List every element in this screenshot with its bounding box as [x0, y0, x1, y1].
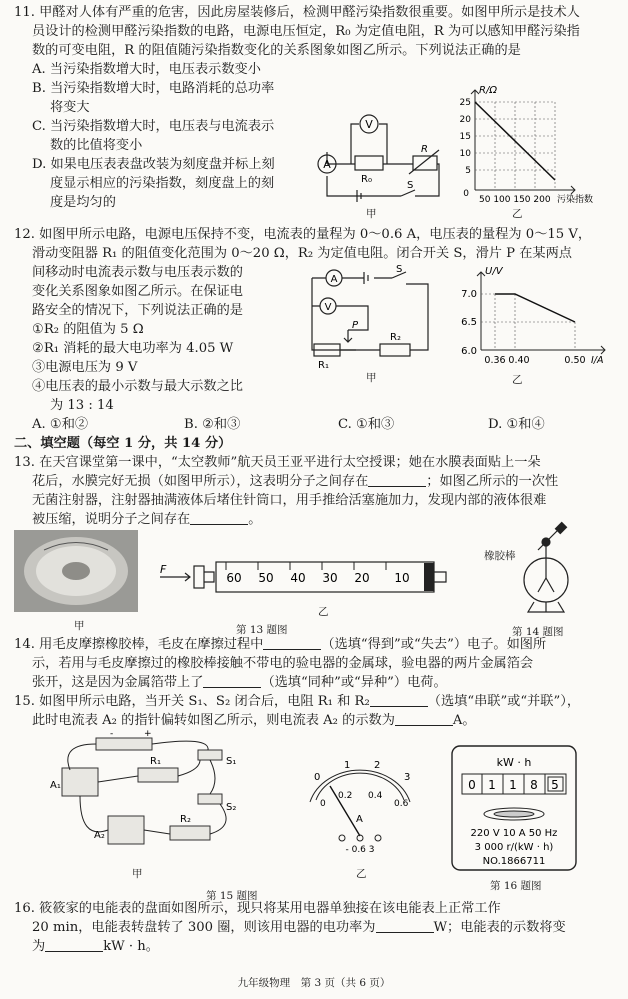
q13-line-2: [32, 473, 558, 490]
q11-switch-label: S: [407, 180, 414, 191]
q11-resistance-graph: [455, 84, 594, 209]
q13-text: 。: [248, 512, 262, 527]
q15-battery-minus-icon: -: [110, 729, 114, 739]
q11-ytick: 25: [459, 98, 471, 108]
dial-top-tick: 0: [314, 772, 321, 783]
q11-xlabel: 污染指数: [557, 195, 594, 205]
dial-top-tick: 3: [404, 772, 411, 783]
q15-line-2: [32, 712, 476, 729]
dial-top-tick: 2: [374, 760, 381, 771]
q16-line-1: 16. 筱筱家的电能表的盘面如图所示，现只将某用电器单独接在该电能表上正常工作: [14, 901, 501, 916]
q16-text: 为: [32, 939, 46, 954]
dial-bottom-tick: 0.2: [338, 791, 353, 801]
q16-figure-title: 第 16 题图: [490, 880, 542, 892]
q13-text: ；如图乙所示的一次性: [426, 474, 559, 489]
q13-blank-1[interactable]: [368, 473, 426, 487]
q11-circuit-diagram: [315, 106, 445, 206]
q11-ammeter-label: A: [323, 158, 331, 171]
q11-option-c-cont: 数的比值将变小: [50, 138, 143, 153]
meter-serial-no: NO.1866711: [482, 856, 546, 867]
q15-text: A。: [452, 713, 476, 728]
q14-rod-label: 橡胶棒: [484, 550, 516, 562]
q16-text: kW · h。: [103, 939, 159, 954]
q12-r2-label: R₂: [390, 332, 401, 343]
meter-unit: kW · h: [496, 756, 532, 769]
q12-ytick: 6.5: [461, 317, 477, 328]
q12-xtick: 0.40: [508, 355, 530, 366]
q12-slider-label: P: [352, 320, 359, 331]
q15-fig-yi-caption: 乙: [356, 868, 367, 880]
q14-text: （选填“得到”或“失去”）电子。如图所: [321, 637, 547, 652]
section-heading: 二、填空题（每空 1 分，共 14 分）: [14, 436, 232, 451]
q11-option-c: C. 当污染指数增大时，电压表与电流表示: [32, 119, 275, 134]
q15-circuit-diagram: [40, 730, 260, 860]
q15-s2-label: S₂: [226, 802, 237, 813]
q15-r1-label: R₁: [150, 756, 161, 767]
q16-line-3: [32, 938, 159, 955]
q16-electricity-meter: [448, 744, 588, 874]
q13-blank-2[interactable]: [190, 511, 248, 525]
syringe-tick: 50: [258, 571, 274, 585]
syringe-tick: 60: [226, 571, 242, 585]
q15-a1-label: A₁: [50, 780, 61, 791]
q14-line-2: 示，若用与毛皮摩擦过的橡胶棒接触不带电的验电器的金属球，验电器的两片金属箔会: [32, 656, 534, 671]
meter-digit: 0: [468, 778, 476, 792]
q11-line-2: 员设计的检测甲醛污染指数的电路，电源电压恒定，R₀ 为定值电阻，R 为可以感知甲醛污染指: [32, 24, 580, 39]
q15-figure-title: 第 15 题图: [206, 890, 258, 902]
meter-rating: 220 V 10 A 50 Hz: [470, 828, 558, 839]
q14-line-3: [32, 674, 447, 691]
syringe-tick: 30: [322, 571, 338, 585]
q14-text: 张开，这是因为金属箔带上了: [32, 675, 204, 690]
q11-r-label: R: [421, 144, 428, 155]
q11-r0-label: R₀: [361, 174, 372, 185]
q12-fig-yi-caption: 乙: [512, 374, 523, 386]
q12-line-4: 变化关系图象如图乙所示。在保证电: [32, 284, 243, 299]
q13-text: 被压缩，说明分子之间存在: [32, 512, 191, 527]
q11-ytick: 0: [463, 189, 469, 199]
q14-figure-title: 第 14 题图: [512, 626, 564, 638]
q12-ytick: 6.0: [461, 346, 477, 357]
q12-statement-4: ④电压表的最小示数与最大示数之比: [32, 379, 243, 394]
q16-text: 20 min，电能表转盘转了 300 圈，则该用电器的电功率为: [32, 920, 376, 935]
q11-option-d-cont: 度显示相应的污染指数，刻度盘上的刻: [50, 176, 275, 191]
q12-circuit-diagram: [298, 264, 438, 371]
q12-line-3: 间移动时电流表示数与电压表示数的: [32, 265, 243, 280]
q15-blank-1[interactable]: [370, 693, 428, 707]
q12-statement-1: ①R₂ 的阻值为 5 Ω: [32, 322, 144, 337]
q11-ytick: 20: [459, 115, 471, 125]
q13-fig-jia-caption: 甲: [74, 620, 85, 632]
q13-figure-title: 第 13 题图: [236, 624, 288, 636]
meter-digit: 1: [488, 778, 496, 792]
q12-choice-b: B. ②和③: [184, 417, 241, 432]
q15-s1-label: S₁: [226, 756, 237, 767]
q12-choice-a: A. ①和②: [32, 417, 89, 432]
q14-blank-2[interactable]: [203, 674, 261, 688]
q11-option-b-cont: 将变大: [50, 100, 90, 115]
q14-line-1: [14, 636, 546, 653]
q11-line-3: 数的可变电阻，R 的阻值随污染指数变化的关系图象如图乙所示。下列说法正确的是: [32, 43, 521, 58]
dial-bottom-tick: 0: [320, 799, 326, 809]
q11-ytick: 5: [465, 166, 471, 176]
page-footer: 九年级物理 第 3 页（共 6 页）: [237, 977, 391, 989]
q13-line-3: 无菌注射器，注射器抽满液体后堵住针筒口，用手推给活塞施加力，发现内部的液体很难: [32, 493, 547, 508]
q11-ytick: 15: [459, 132, 471, 142]
q11-fig-jia-caption: 甲: [366, 208, 377, 220]
q12-statement-3: ③电源电压为 9 V: [32, 360, 138, 375]
q12-statement-4-cont: 为 13 : 14: [50, 398, 114, 413]
q12-ytick: 7.0: [461, 289, 477, 300]
q11-line-1: 11. 甲醛对人体有严重的危害，因此房屋装修后，检测甲醛污染指数很重要。如图甲所示是技术人: [14, 5, 580, 20]
q13-syringe: [154, 556, 454, 596]
q11-voltmeter-label: V: [365, 118, 373, 131]
q12-fig-jia-caption: 甲: [366, 372, 377, 384]
q15-text: 此时电流表 A₂ 的指针偏转如图乙所示，则电流表 A₂ 的示数为: [32, 713, 395, 728]
dial-unit-label: A: [356, 814, 363, 825]
dial-terminals-label: - 0.6 3: [345, 845, 375, 855]
q15-fig-jia-caption: 甲: [132, 868, 143, 880]
q11-option-b: B. 当污染指数增大时，电路消耗的总功率: [32, 81, 275, 96]
q15-text: （选填“串联”或“并联”），: [427, 694, 581, 709]
q15-a2-label: A₂: [94, 830, 105, 841]
q15-text: 15. 如图甲所示电路，当开关 S₁、S₂ 闭合后，电阻 R₁ 和 R₂: [14, 694, 370, 709]
q12-ammeter-label: A: [330, 274, 338, 285]
q11-option-d-cont2: 度是均匀的: [50, 195, 116, 210]
syringe-tick: 20: [354, 571, 370, 585]
q15-battery-plus-icon: +: [144, 729, 152, 739]
meter-revs: 3 000 r/(kW · h): [474, 842, 554, 853]
q13-line-1: 13. 在天宫课堂第一课中，“太空教师”航天员王亚平进行太空授课；她在水膜表面贴上一朵: [14, 455, 541, 470]
q13-line-4: [32, 511, 261, 528]
q12-xtick: 0.36: [484, 355, 506, 366]
q12-voltmeter-label: V: [324, 302, 332, 313]
meter-digit: 5: [551, 778, 559, 792]
q15-r2-label: R₂: [180, 814, 191, 825]
meter-digit: 1: [509, 778, 517, 792]
q16-blank-2[interactable]: [45, 938, 103, 952]
q15-line-1: [14, 693, 580, 710]
q14-text: （选填“同种”或“异种”）电荷。: [261, 675, 447, 690]
q13-force-label: F: [160, 563, 167, 576]
q14-text: 14. 用毛皮摩擦橡胶棒，毛皮在摩擦过程中: [14, 637, 264, 652]
q16-text: W；电能表的示数将变: [433, 920, 566, 935]
q15-blank-2[interactable]: [395, 712, 453, 726]
q12-xtick: 0.50: [564, 355, 586, 366]
q11-xticks: 50 100 150 200: [479, 195, 551, 205]
q12-choice-d: D. ①和④: [488, 417, 545, 432]
q12-statement-2: ②R₁ 消耗的最大电功率为 4.05 W: [32, 341, 234, 356]
q16-line-2: [32, 919, 566, 936]
q14-electroscope: [488, 516, 598, 626]
meter-digit: 8: [530, 778, 538, 792]
q14-blank-1[interactable]: [263, 636, 321, 650]
dial-top-tick: 1: [344, 760, 351, 771]
q12-line-1: 12. 如图甲所示电路，电源电压保持不变，电流表的量程为 0～0.6 A，电压表的量程为 0～15 V，: [14, 227, 592, 242]
syringe-tick: 10: [394, 571, 410, 585]
q13-text: 花后，水膜完好无损（如图甲所示），这表明分子之间存在: [32, 474, 369, 489]
q12-choice-c: C. ①和③: [338, 417, 395, 432]
q13-water-film-photo: [14, 530, 138, 612]
q11-option-d: D. 如果电压表表盘改装为刻度盘并标上刻: [32, 157, 275, 172]
dial-bottom-tick: 0.6: [394, 799, 409, 809]
q12-line-5: 路安全的情况下，下列说法正确的是: [32, 303, 243, 318]
q12-r1-label: R₁: [318, 360, 329, 371]
q11-fig-yi-caption: 乙: [512, 208, 523, 220]
q11-ytick: 10: [459, 149, 471, 159]
dial-bottom-tick: 0.4: [368, 791, 383, 801]
q12-graph-ylabel: U/V: [485, 266, 503, 277]
q13-fig-yi-caption: 乙: [318, 606, 329, 618]
q11-graph-ylabel: R/Ω: [479, 85, 497, 96]
q12-xlabel: I/A: [591, 355, 604, 366]
q11-option-a: A. 当污染指数增大时，电压表示数变小: [32, 62, 261, 77]
q12-switch-label: S: [396, 264, 403, 275]
q15-ammeter-dial: [300, 756, 420, 856]
q12-line-2: 滑动变阻器 R₁ 的阻值变化范围为 0～20 Ω，R₂ 为定值电阻。闭合开关 S，滑片 P 在某两点: [32, 246, 572, 261]
q12-voltage-current-graph: [455, 264, 615, 374]
syringe-tick: 40: [290, 571, 306, 585]
q16-blank-1[interactable]: [376, 919, 434, 933]
